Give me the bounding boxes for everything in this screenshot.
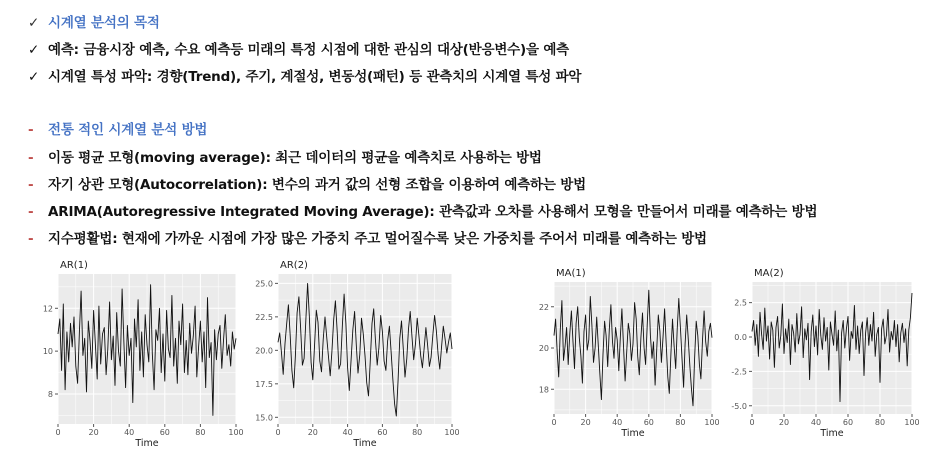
dash-bullet-icon: - [28,122,34,138]
check-icon: ✓ [28,69,40,85]
x-tick-label: 0 [551,418,557,427]
x-axis-title: Time [621,428,645,439]
y-tick-label: 0.0 [734,333,747,342]
y-tick-label: 2.5 [734,298,747,308]
x-tick-label: 0 [275,428,281,437]
x-tick-label: 60 [377,428,388,437]
y-tick-label: 10 [42,347,53,357]
ar2-chart-svg [252,256,458,450]
list-item-text: 시계열 특성 파악: 경향(Trend), 주기, 계절성, 변동성(패턴) 등 관측치의 시계열 특성 파악 [48,69,582,85]
x-tick-label: 100 [904,418,920,427]
list-item [28,200,817,220]
dash-bullet-icon: - [28,150,34,166]
x-tick-label: 100 [704,418,720,427]
ma1-chart-svg [528,264,718,440]
list-item-text: 자기 상관 모형(Autocorrelation): 변수의 과거 값의 선형 조합을 이용하여 예측하는 방법 [48,177,586,193]
x-tick-label: 40 [612,418,623,427]
ar1-chart [32,256,242,450]
x-tick-label: 60 [159,428,170,437]
x-tick-label: 20 [307,428,318,437]
x-axis-title: Time [820,428,844,439]
y-tick-label: -2.5 [731,367,747,377]
y-tick-label: 20 [538,344,549,353]
y-tick-label: 8 [47,390,53,399]
dash-bullet-icon: - [28,177,34,193]
x-tick-label: 80 [675,418,686,427]
section1-heading [28,11,160,31]
dash-bullet-icon: - [28,204,34,220]
x-tick-label: 20 [778,418,790,427]
ar1-chart-svg [32,256,242,450]
list-item [28,65,581,85]
x-tick-label: 20 [88,428,99,437]
y-tick-label: 18 [538,385,549,395]
section2-heading-text: 전통 적인 시계열 분석 방법 [48,122,208,138]
chart-title: AR(2) [280,260,308,271]
y-tick-label: 17.5 [255,379,273,389]
x-tick-label: 40 [342,428,353,437]
dash-bullet-icon: - [28,231,34,247]
chart-title: MA(2) [754,268,784,279]
x-tick-label: 60 [643,418,654,427]
x-axis-title: Time [135,438,159,449]
y-tick-label: 20.0 [255,346,273,356]
x-tick-label: 100 [444,428,460,437]
x-tick-label: 20 [580,418,591,427]
x-tick-label: 40 [124,428,135,437]
x-tick-label: 80 [412,428,423,437]
list-item [28,38,569,58]
x-tick-label: 40 [810,418,822,427]
y-tick-label: 15.0 [255,413,273,423]
y-tick-label: 22 [538,302,549,312]
list-item [28,146,542,166]
ma1-chart [528,264,718,440]
ar2-chart [252,256,458,450]
list-item [28,173,586,193]
x-tick-label: 60 [842,418,854,427]
check-icon: ✓ [28,15,40,31]
section2-heading [28,118,207,138]
list-item-text: 이동 평균 모형(moving average): 최근 데이터의 평균을 예측치로 사용하는 방법 [48,150,542,166]
x-tick-label: 0 [55,428,61,437]
y-tick-label: 12 [42,304,53,314]
chart-title: AR(1) [60,260,88,271]
x-tick-label: 0 [749,418,755,427]
ma2-chart-svg [726,264,918,440]
x-axis-title: Time [353,438,377,449]
ma2-chart [726,264,918,440]
check-icon: ✓ [28,42,40,58]
x-tick-label: 80 [874,418,886,427]
list-item-text: 지수평활법: 현재에 가까운 시점에 가장 많은 가중치 주고 멀어질수록 낮은 가중치를 주어서 미래를 예측하는 방법 [48,231,707,247]
y-tick-label: -5.0 [731,401,747,411]
y-tick-label: 25.0 [255,279,273,289]
x-tick-label: 100 [228,428,244,437]
list-item-text: 예측: 금융시장 예측, 수요 예측등 미래의 특정 시점에 대한 관심의 대상(반응변수)을 예측 [48,42,570,58]
x-tick-label: 80 [195,428,206,437]
y-tick-label: 22.5 [255,312,273,322]
list-item [28,227,707,247]
chart-title: MA(1) [556,268,586,279]
list-item-text: ARIMA(Autoregressive Integrated Moving Average): 관측값과 오차를 사용해서 모형을 만들어서 미래를 예측하는 방법 [48,204,818,220]
section1-heading-text: 시계열 분석의 목적 [48,15,160,31]
